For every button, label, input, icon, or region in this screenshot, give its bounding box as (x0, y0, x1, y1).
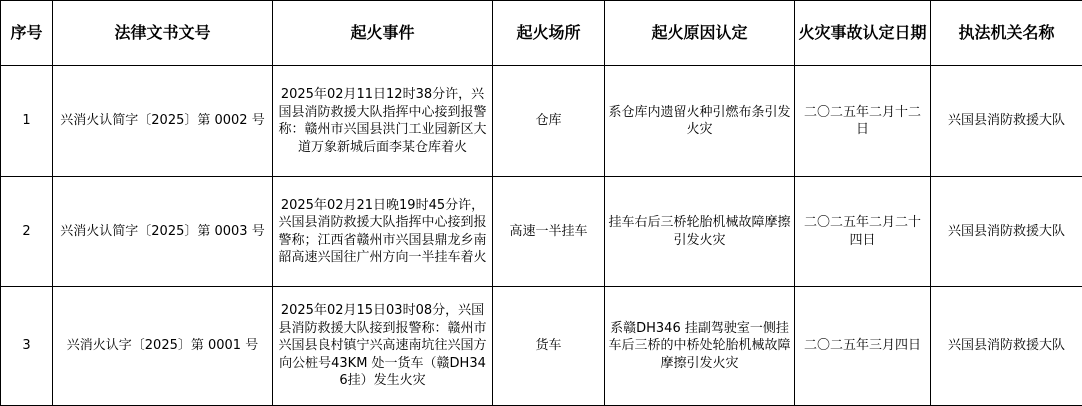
header-agency-name: 执法机关名称 (931, 1, 1082, 66)
cell-fire-place: 仓库 (493, 66, 605, 177)
cell-agency-name: 兴国县消防救援大队 (931, 66, 1082, 177)
cell-document-no: 兴消火认字〔2025〕第 0001 号 (53, 287, 273, 406)
cell-serial-no: 1 (1, 66, 53, 177)
header-fire-cause: 起火原因认定 (605, 1, 795, 66)
cell-fire-cause: 系赣DH346 挂副驾驶室一侧挂车后三桥的中桥处轮胎机械故障摩擦引发火灾 (605, 287, 795, 406)
cell-determination-date: 二〇二五年二月十二日 (795, 66, 931, 177)
header-fire-place: 起火场所 (493, 1, 605, 66)
cell-document-no: 兴消火认简字〔2025〕第 0002 号 (53, 66, 273, 177)
cell-fire-cause: 系仓库内遗留火种引燃布条引发火灾 (605, 66, 795, 177)
cell-document-no: 兴消火认简字〔2025〕第 0003 号 (53, 177, 273, 287)
cell-fire-event: 2025年02月21日晚19时45分许，兴国县消防救援大队指挥中心接到报警称；江西省赣州市兴国县鼎龙乡南韶高速兴国往广州方向一半挂车着火 (273, 177, 493, 287)
cell-agency-name: 兴国县消防救援大队 (931, 287, 1082, 406)
cell-agency-name: 兴国县消防救援大队 (931, 177, 1082, 287)
header-determination-date: 火灾事故认定日期 (795, 1, 931, 66)
header-serial-no: 序号 (1, 1, 53, 66)
cell-fire-event: 2025年02月15日03时08分，兴国县消防救援大队接到报警称：赣州市兴国县良村镇宁兴高速南坑往兴国方向公桩号43KM 处一货车（赣DH346挂）发生火灾 (273, 287, 493, 406)
header-row (1, 1, 1082, 66)
cell-serial-no: 2 (1, 177, 53, 287)
cell-determination-date: 二〇二五年三月四日 (795, 287, 931, 406)
cell-fire-place: 货车 (493, 287, 605, 406)
table-row (1, 287, 1082, 406)
cell-determination-date: 二〇二五年二月二十四日 (795, 177, 931, 287)
cell-fire-place: 高速一半挂车 (493, 177, 605, 287)
header-fire-event: 起火事件 (273, 1, 493, 66)
cell-fire-cause: 挂车右后三桥轮胎机械故障摩擦引发火灾 (605, 177, 795, 287)
table-row (1, 66, 1082, 177)
table-row (1, 177, 1082, 287)
header-document-no: 法律文书文号 (53, 1, 273, 66)
cell-fire-event: 2025年02月11日12时38分许，兴国县消防救援大队指挥中心接到报警称：赣州市兴国县洪门工业园新区大道万象新城后面李某仓库着火 (273, 66, 493, 177)
cell-serial-no: 3 (1, 287, 53, 406)
